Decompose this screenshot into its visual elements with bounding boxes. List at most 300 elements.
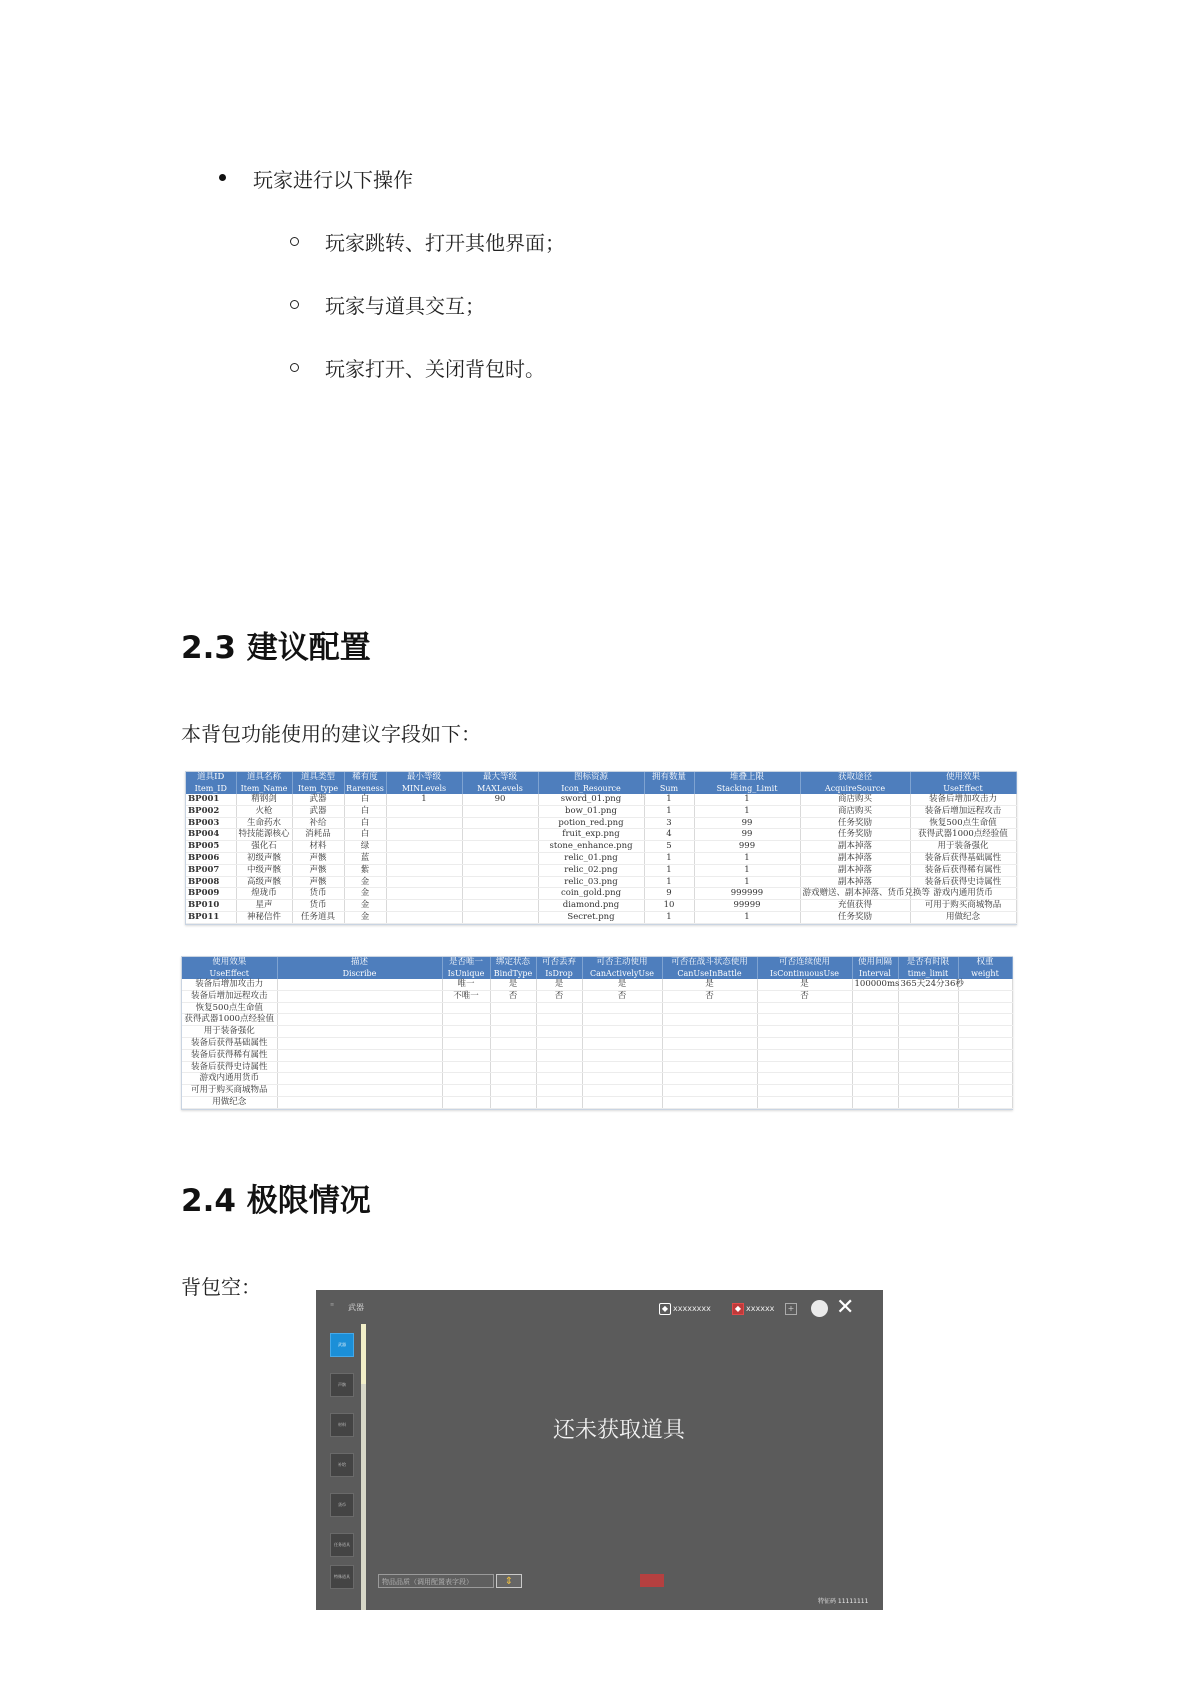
table-cell [582, 1085, 662, 1097]
column-header-cn: 稀有度 [352, 772, 378, 782]
table-cell [462, 852, 538, 864]
table-cell: 99999 [694, 900, 800, 912]
table-cell [852, 1073, 898, 1085]
sort-toggle-icon[interactable]: ⇕ [496, 1574, 522, 1588]
column-header [898, 957, 958, 979]
table-cell [662, 1049, 757, 1061]
column-header-cn: 获取途径 [837, 772, 872, 782]
table-cell: 是 [536, 979, 582, 990]
table-cell: 游戏内通用货币 [182, 1073, 277, 1085]
table-cell [490, 1026, 536, 1038]
table-cell: 99 [694, 817, 800, 829]
table-cell [386, 841, 462, 853]
table-cell [852, 1096, 898, 1108]
table-row [182, 1026, 1012, 1038]
table-cell [277, 1049, 442, 1061]
premium-currency-amount: xxxxxx [746, 1304, 775, 1313]
column-header-cn: 道具名称 [246, 772, 281, 782]
table-cell [662, 1037, 757, 1049]
column-header-en: IsContinuousUse [769, 969, 840, 978]
table-cell [536, 1037, 582, 1049]
table-cell: 1 [694, 864, 800, 876]
table-cell: BP010 [186, 900, 236, 912]
table-row [186, 876, 1016, 888]
table-cell: 中级声骸 [236, 864, 292, 876]
table-cell [442, 1096, 490, 1108]
table-cell: 特技能源核心 [236, 829, 292, 841]
scrollbar-thumb[interactable] [361, 1324, 366, 1384]
column-header-cn: 堆叠上限 [729, 772, 764, 782]
table-cell: 高级声骸 [236, 876, 292, 888]
table-cell: 1 [694, 794, 800, 805]
table-cell: BP008 [186, 876, 236, 888]
table-cell: relic_02.png [538, 864, 644, 876]
table-cell [277, 1026, 442, 1038]
table-cell [662, 1096, 757, 1108]
table-cell [852, 1061, 898, 1073]
sidebar-category-button[interactable]: 特殊道具 [330, 1565, 354, 1589]
column-header-en: BindType [493, 969, 533, 978]
table-cell [386, 817, 462, 829]
table-cell: 装备后获得稀有属性 [910, 864, 1016, 876]
table-cell: 副本掉落 [800, 841, 910, 853]
table-cell: 1 [694, 805, 800, 817]
table-cell [898, 1049, 958, 1061]
column-header [186, 772, 236, 794]
table-cell [462, 876, 538, 888]
table-cell: 任务奖励 [800, 829, 910, 841]
table-cell [898, 1061, 958, 1073]
table-cell: 否 [757, 990, 852, 1002]
table-cell: 10 [644, 900, 694, 912]
column-header-en: IsUnique [447, 969, 485, 978]
table-cell [662, 1002, 757, 1014]
table-cell: 游戏内通用货币 [910, 888, 1016, 900]
table-cell: 强化石 [236, 841, 292, 853]
column-header-en: UseEffect [209, 969, 250, 978]
table-cell: 999 [694, 841, 800, 853]
table-row [186, 911, 1016, 923]
column-header-en: CanActivelyUse [590, 969, 654, 978]
table-cell [490, 1096, 536, 1108]
table-cell [490, 1037, 536, 1049]
table-cell [462, 817, 538, 829]
column-header-en: weight [971, 969, 999, 978]
column-header-cn: 绑定状态 [495, 957, 530, 967]
column-header-cn: 描述 [350, 957, 368, 967]
table-cell [462, 888, 538, 900]
table-cell: 初级声骸 [236, 852, 292, 864]
table-cell: 白 [344, 794, 386, 805]
close-icon[interactable]: ✕ [836, 1295, 855, 1320]
table-cell: BP003 [186, 817, 236, 829]
table-cell: 生命药水 [236, 817, 292, 829]
table-cell: 金 [344, 911, 386, 923]
table-cell: 不唯一 [442, 990, 490, 1002]
sub-bullet-icon [290, 363, 299, 372]
table-cell: 是 [757, 979, 852, 990]
sidebar-category-button[interactable]: 声骸 [330, 1373, 354, 1397]
table-cell [462, 864, 538, 876]
table-cell: 1 [644, 911, 694, 923]
table-cell [442, 1085, 490, 1097]
globe-icon[interactable] [811, 1300, 828, 1317]
table-cell: 装备后增加远程攻击 [182, 990, 277, 1002]
table-cell: BP007 [186, 864, 236, 876]
table-cell [490, 1061, 536, 1073]
table-row [186, 864, 1016, 876]
column-header-cn: 可否主动使用 [596, 957, 648, 967]
column-header-cn: 可否连续使用 [778, 957, 830, 967]
table-cell: 恢复500点生命值 [182, 1002, 277, 1014]
column-header-cn: 图标资源 [573, 772, 608, 782]
table-row [186, 829, 1016, 841]
table-cell: diamond.png [538, 900, 644, 912]
table-cell: 任务奖励 [800, 817, 910, 829]
table-cell [277, 1061, 442, 1073]
column-header [277, 957, 442, 979]
sidebar-category-button[interactable]: 任务道具 [330, 1533, 354, 1557]
table-cell: 装备后增加攻击力 [910, 794, 1016, 805]
table-cell: 副本掉落 [800, 876, 910, 888]
table-row [182, 1014, 1012, 1026]
table-cell [536, 1049, 582, 1061]
table-cell [757, 1037, 852, 1049]
table-cell [536, 1014, 582, 1026]
table-cell: relic_01.png [538, 852, 644, 864]
table-cell [442, 1014, 490, 1026]
column-header [462, 772, 538, 794]
table-cell: 用做纪念 [182, 1096, 277, 1108]
table-cell: 否 [536, 990, 582, 1002]
table-cell: 装备后获得稀有属性 [182, 1049, 277, 1061]
table-cell: relic_03.png [538, 876, 644, 888]
table-cell: 用于装备强化 [910, 841, 1016, 853]
table-cell: 5 [644, 841, 694, 853]
table-cell: 蓝 [344, 852, 386, 864]
table-row [186, 805, 1016, 817]
table-cell: BP011 [186, 911, 236, 923]
table-cell [442, 1026, 490, 1038]
intro-paragraph: 本背包功能使用的建议字段如下： [181, 722, 481, 746]
column-header-en: Sum [659, 784, 679, 793]
table-cell [757, 1085, 852, 1097]
table-cell [386, 900, 462, 912]
column-header [800, 772, 910, 794]
table-cell [852, 1026, 898, 1038]
table-cell [582, 1002, 662, 1014]
table-cell: 声骸 [292, 864, 344, 876]
sub-bullet-icon [290, 300, 299, 309]
table-cell: coin_gold.png [538, 888, 644, 900]
table-cell: 100000ms [852, 979, 898, 990]
table-cell: Secret.png [538, 911, 644, 923]
table-cell: 1 [644, 864, 694, 876]
table-cell: 装备后增加攻击力 [182, 979, 277, 990]
table-row [182, 990, 1012, 1002]
table-cell: 消耗品 [292, 829, 344, 841]
column-header-en: Item_type [297, 784, 339, 793]
table-cell: 365天24分36秒 [898, 979, 958, 990]
table-cell [582, 1073, 662, 1085]
quality-filter-dropdown[interactable]: 物品品质（调用配置表字段） [378, 1574, 494, 1588]
column-header [538, 772, 644, 794]
column-header [292, 772, 344, 794]
column-header-cn: 使用效果 [212, 957, 247, 967]
table-cell: 否 [582, 990, 662, 1002]
table-cell [958, 1096, 1012, 1108]
table-cell [386, 829, 462, 841]
premium-currency-icon: ◆ [732, 1303, 744, 1315]
table-cell [898, 1085, 958, 1097]
sidebar-category-button[interactable]: 材料 [330, 1413, 354, 1437]
column-header [490, 957, 536, 979]
table-cell: 是 [662, 979, 757, 990]
table-cell: 唯一 [442, 979, 490, 990]
uid-label: 特征码 11111111 [818, 1598, 869, 1605]
table-cell [898, 1014, 958, 1026]
table-cell [277, 979, 442, 990]
table-cell: fruit_exp.png [538, 829, 644, 841]
config-table-1 [185, 771, 1017, 925]
table-cell: 星声 [236, 900, 292, 912]
table-cell [898, 1002, 958, 1014]
table-cell: 获得武器1000点经验值 [182, 1014, 277, 1026]
table-cell: 否 [662, 990, 757, 1002]
table-cell [757, 1049, 852, 1061]
table-cell: 游戏赠送、副本掉落、货币兑换等 [800, 888, 910, 900]
table-cell [386, 805, 462, 817]
table-cell: 武器 [292, 805, 344, 817]
bag-empty-screenshot [316, 1290, 883, 1610]
table-cell [536, 1096, 582, 1108]
table-cell: potion_red.png [538, 817, 644, 829]
table-cell: 副本掉落 [800, 864, 910, 876]
table-cell: 白 [344, 829, 386, 841]
table-cell [662, 1061, 757, 1073]
table-cell [757, 1096, 852, 1108]
table-cell [757, 1014, 852, 1026]
table-cell: 神秘信件 [236, 911, 292, 923]
table-cell: 装备后获得史诗属性 [182, 1061, 277, 1073]
table-cell [442, 1037, 490, 1049]
table-cell [490, 1085, 536, 1097]
table-cell [462, 911, 538, 923]
table-cell: 材料 [292, 841, 344, 853]
column-header-en: Item_Name [240, 784, 288, 793]
table-cell: 装备后增加远程攻击 [910, 805, 1016, 817]
bullet-dot-icon [219, 174, 226, 181]
table-cell: 1 [694, 911, 800, 923]
table-cell: 货币 [292, 900, 344, 912]
table-cell: 用做纪念 [910, 911, 1016, 923]
table-cell [852, 1085, 898, 1097]
sub-bullet-icon [290, 237, 299, 246]
table-row [186, 852, 1016, 864]
table-cell: BP001 [186, 794, 236, 805]
table-cell: 获得武器1000点经验值 [910, 829, 1016, 841]
table-cell: BP005 [186, 841, 236, 853]
table-cell: 1 [694, 876, 800, 888]
column-header-en: CanUseInBattle [677, 969, 742, 978]
sidebar-category-button[interactable]: 补给 [330, 1453, 354, 1477]
table-cell [386, 911, 462, 923]
table-cell [582, 1096, 662, 1108]
table-cell: 商店购买 [800, 805, 910, 817]
column-header-cn: 是否有时限 [906, 957, 950, 967]
column-header [958, 957, 1012, 979]
table-row [186, 817, 1016, 829]
column-header-cn: 道具ID [197, 772, 225, 782]
column-header [582, 957, 662, 979]
table-row [182, 1073, 1012, 1085]
column-header-en: IsDrop [545, 969, 573, 978]
table-cell: 声骸 [292, 876, 344, 888]
table-cell [277, 1073, 442, 1085]
section-heading: 2.3 建议配置 [181, 630, 371, 666]
column-header-en: MAXLevels [477, 784, 523, 793]
table-cell [852, 1002, 898, 1014]
column-header [644, 772, 694, 794]
table-row [186, 841, 1016, 853]
table-cell [442, 1002, 490, 1014]
empty-bag-label: 背包空： [181, 1275, 261, 1299]
sidebar-category-button[interactable]: 货币 [330, 1493, 354, 1517]
table-cell [898, 990, 958, 1002]
table-cell [662, 1085, 757, 1097]
column-header-cn: 最大等级 [482, 772, 517, 782]
table-cell: 任务奖励 [800, 911, 910, 923]
table-row [182, 1037, 1012, 1049]
table-cell: BP004 [186, 829, 236, 841]
table-cell: 用于装备强化 [182, 1026, 277, 1038]
column-header-cn: 使用效果 [945, 772, 980, 782]
tab-weapon[interactable]: 武器 [348, 1303, 364, 1312]
table-row [186, 888, 1016, 900]
column-header-en: Icon_Resource [561, 784, 621, 793]
table-cell [462, 841, 538, 853]
table-cell [277, 1037, 442, 1049]
sidebar-category-button[interactable]: 武器 [330, 1333, 354, 1357]
table-cell [442, 1049, 490, 1061]
table-cell: 99 [694, 829, 800, 841]
table-cell [582, 1037, 662, 1049]
table-cell [582, 1061, 662, 1073]
table-cell: 9 [644, 888, 694, 900]
column-header-cn: 拥有数量 [651, 772, 686, 782]
table-cell [442, 1073, 490, 1085]
table-cell: 装备后获得史诗属性 [910, 876, 1016, 888]
column-header-en: MINLevels [401, 784, 447, 793]
currency-amount: xxxxxxxx [673, 1304, 711, 1313]
column-header-cn: 最小等级 [406, 772, 441, 782]
column-header-en: time_limit [907, 969, 949, 978]
column-header-cn: 权重 [976, 957, 994, 967]
column-header-cn: 使用间隔 [857, 957, 892, 967]
table-cell [536, 1002, 582, 1014]
table-cell: 绿 [344, 841, 386, 853]
table-cell: bow_01.png [538, 805, 644, 817]
column-header-cn: 可否在战斗状态使用 [671, 957, 748, 967]
action-button[interactable] [640, 1574, 664, 1587]
table-cell [852, 990, 898, 1002]
table-cell: 可用于购买商城物品 [910, 900, 1016, 912]
table-cell: 1 [644, 794, 694, 805]
table-cell [852, 1037, 898, 1049]
table-cell [958, 1085, 1012, 1097]
table-cell [536, 1061, 582, 1073]
table-cell: 是 [490, 979, 536, 990]
column-header-cn: 是否唯一 [448, 957, 483, 967]
bag-icon-label: ≡ [330, 1302, 335, 1308]
column-header-cn: 道具类型 [300, 772, 335, 782]
table-cell: 1 [644, 805, 694, 817]
table-cell [386, 876, 462, 888]
table-cell: 90 [462, 794, 538, 805]
list-item: 玩家进行以下操作 [253, 168, 413, 192]
table-cell [958, 1061, 1012, 1073]
table-cell: 充值获得 [800, 900, 910, 912]
table-cell [536, 1073, 582, 1085]
table-cell: BP002 [186, 805, 236, 817]
table-row [182, 1002, 1012, 1014]
table-cell [958, 1002, 1012, 1014]
table-cell: 火枪 [236, 805, 292, 817]
table-cell: 副本掉落 [800, 852, 910, 864]
table-cell [662, 1026, 757, 1038]
sub-list-item: 玩家与道具交互； [325, 294, 485, 318]
table-cell [277, 1085, 442, 1097]
table-cell [757, 1002, 852, 1014]
column-header-en: UseEffect [943, 784, 983, 793]
table-cell: 任务道具 [292, 911, 344, 923]
table-cell: 声骸 [292, 852, 344, 864]
table-cell [386, 852, 462, 864]
table-cell: 金 [344, 888, 386, 900]
table-cell [442, 1061, 490, 1073]
table-cell [582, 1014, 662, 1026]
table-cell: 1 [644, 876, 694, 888]
table-cell: 白 [344, 805, 386, 817]
table-row [182, 1049, 1012, 1061]
add-currency-icon[interactable]: + [785, 1303, 797, 1315]
config-table-2 [181, 956, 1013, 1110]
table-cell [582, 1049, 662, 1061]
table-cell: 可用于购买商城物品 [182, 1085, 277, 1097]
empty-message: 还未获取道具 [553, 1418, 686, 1443]
table-cell: 装备后获得基础属性 [910, 852, 1016, 864]
column-header-en: AcquireSource [824, 784, 886, 793]
table-cell [958, 1026, 1012, 1038]
table-cell [582, 1026, 662, 1038]
column-header-en: Interval [859, 969, 891, 978]
currency-icon: ◆ [659, 1303, 671, 1315]
sub-list-item: 玩家跳转、打开其他界面； [325, 231, 565, 255]
sub-list-item: 玩家打开、关闭背包时。 [325, 357, 545, 381]
table-cell [386, 888, 462, 900]
table-cell [898, 1026, 958, 1038]
table-cell: stone_enhance.png [538, 841, 644, 853]
table-cell [277, 1002, 442, 1014]
table-cell [490, 1002, 536, 1014]
table-cell: 装备后获得基础属性 [182, 1037, 277, 1049]
table-row [186, 900, 1016, 912]
table-cell [958, 1073, 1012, 1085]
table-cell [490, 1049, 536, 1061]
table-cell [462, 829, 538, 841]
table-cell: 紫 [344, 864, 386, 876]
column-header [236, 772, 292, 794]
